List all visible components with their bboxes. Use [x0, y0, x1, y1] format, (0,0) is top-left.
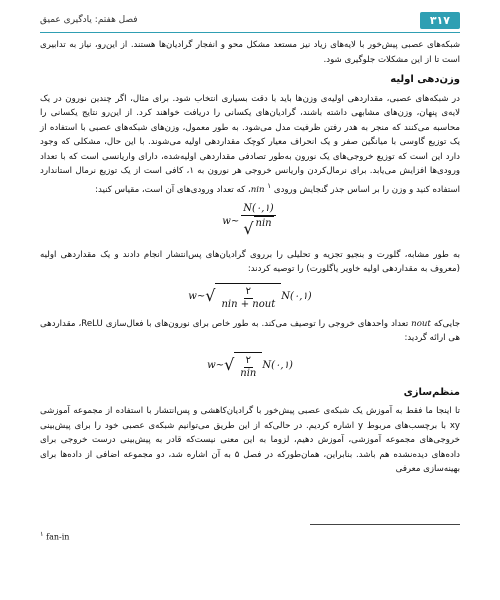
- section-title-regularization: منظم‌سازی: [403, 386, 460, 398]
- equation-2: w ~ √ $\frac{۲}{\text{nin + nout}}$ N(۰,۱): [40, 283, 460, 311]
- weight-init-paragraph-1: در شبکه‌های عصبی، مقداردهی اولیه‌ی وزن‌ها باید با دقت بسیاری انتخاب شود. برای مثال، اگر چندین نورون در یک لایه‌ی پنهان، وزن‌های مشابهی داشته باشند، گرادیان‌های یکسانی را دریافت خواهند کرد. از این‌رو نتایج یکسانی را محاسبه می‌کنند که منجر به هدر رفتن ظرفیت مدل می‌شود. به طور معمول، وزن‌های شبکه‌های عصبی با استفاده از یک توزیع گاوسی با میانگین صفر و یک انحراف معیار کوچک مقداردهی اولیه می‌شوند. با این حال، مشکلی که وجود دارد این است که توزیع خروجی‌های یک نورون به‌طور تصادفی مقداردهی اولیه‌شده، دارای واریانسی است که با تعداد ورودی‌ها افزایش می‌یابد. برای نرمال‌کردن واریانس خروجی هر نورون به ۱، کافی است از یک توزیع نرمال استاندارد استفاده کنید و وزن را بر اساس جذر گنجایش ورودی $^۱$ nin، که تعداد ورودی‌های آن است، مقیاس کنید:: [40, 93, 460, 195]
- fanout-symbol: nout: [411, 318, 431, 329]
- page-body: [40, 38, 460, 483]
- equation-3: w ~ √ $\frac{۲}{\text{nin}}$ N(۰,۱): [40, 352, 460, 380]
- section-title-weight-init: وزن‌دهی اولیه: [390, 74, 460, 85]
- equation-1: w ~ N(۰,۱) √ nin: [40, 203, 460, 242]
- regularization-paragraph: تا اینجا ما فقط به آموزش یک شبکه‌ی عصبی پیش‌خور با گرادیان‌کاهشی و پس‌انتشار با استفاده از مجموعه آموزشی xy با برچسب‌های مربوط y اشاره کردیم. در حالی‌که از این طریق می‌توانیم شبکه‌ی عصبی خود را برای پیش‌بینی خروجی‌های مجموعه آموزشی، آموزش دهیم، لزوما به این معنی نیست‌که قادر به پیش‌بینی درست خروجی برای داده‌های دیده‌نشده هم باشد. بنابراین، همان‌طورکه در فصل ۵ به آن اشاره شد، دو مجموعه اضافی از داده‌ها برای بهینه‌سازی معرفی: [40, 406, 460, 475]
- weight-init-paragraph-3: جایی‌که nout تعداد واحدهای خروجی را توصیف می‌کند. به طور خاص برای نورون‌های با فعال‌سازی ReLU، مقداردهی هی ارائه گردید:: [40, 318, 461, 344]
- intro-line-2: از این‌رو، نیاز به تدابیری است تا از این مشکلات جلوگیری شود.: [40, 40, 460, 65]
- footnote: [40, 530, 69, 542]
- page-number: ۳۱۷: [420, 12, 460, 29]
- fanin-symbol: nin: [250, 184, 265, 195]
- footnote-rule: [310, 524, 460, 525]
- footnote-ref: ۱: [267, 180, 272, 190]
- intro-paragraph: [40, 38, 460, 67]
- header-rule: [40, 32, 460, 33]
- footnote-marker: ۱: [40, 530, 44, 538]
- intro-line-1: شبکه‌های عصبی پیش‌خور با لایه‌های زیاد نیز مستعد مشکل محو و انفجار گرادیان‌ها هستند.: [130, 40, 461, 50]
- running-head: فصل هفتم: یادگیری عمیق: [40, 15, 138, 25]
- footnote-text: fan-in: [46, 532, 70, 542]
- weight-init-paragraph-2: به طور مشابه، گلورت و بنجیو تجزیه و تحلیلی را برروی گرادیان‌های پس‌انتشار انجام دادند و یک مقداردهی اولیه (معروف به مقداردهی اولیه خاویر یاگلورت) را توصیه کردند:: [40, 249, 460, 275]
- page-header: [40, 10, 460, 30]
